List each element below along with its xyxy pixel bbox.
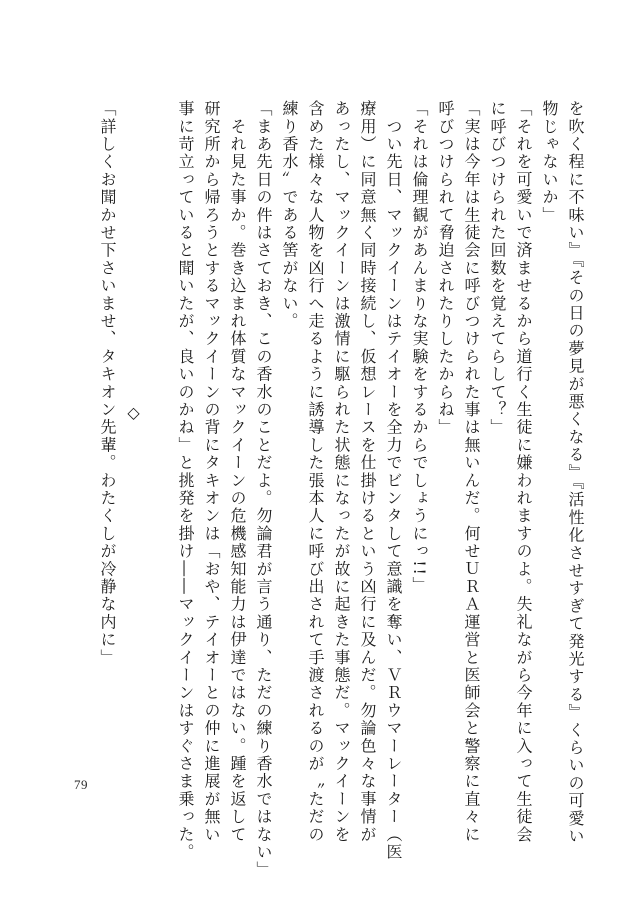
blank-line bbox=[146, 100, 172, 720]
vertical-text-body bbox=[98, 100, 614, 879]
text-line: あったし、マックイーンは激情に駆られた状態になったが故に起きた事態だ。マックイーンを bbox=[332, 100, 351, 844]
text-line: 研究所から帰ろうとするマックイーンの背にタキオンは「おや、テイオーとの仲に進展が無い bbox=[202, 100, 221, 844]
text-line: 練り香水〟である筈がない。 bbox=[280, 100, 299, 331]
text-line: 「それは倫理観があんまりな実験をするからでしょうにっ!!」 bbox=[410, 100, 429, 595]
text-line: それ見た事か。巻き込まれ体質なマックイーンの危機感知能力は伊達ではない。踵を返して bbox=[228, 100, 247, 844]
text-line: つい先日、マックイーンはテイオーを全力でビンタして意識を奪い、ＶＲウマーレーター（医 bbox=[384, 100, 403, 862]
text-line: 「それを可愛いで済ませるから道行く生徒に嫌われますのよ。失礼ながら今年に入って生徒会 bbox=[514, 100, 533, 844]
text-line: 物じゃないか」 bbox=[540, 100, 559, 224]
blank-line bbox=[588, 100, 614, 720]
page-number: 79 bbox=[74, 777, 88, 792]
text-line: 「まあ先日の件はさておき、この香水のことだよ。勿論君が言う通り、ただの練り香水ではない」 bbox=[254, 100, 273, 879]
text-line: 「詳しくお聞かせ下さいませ、タキオン先輩。わたくしが冷静な内に」 bbox=[98, 100, 117, 667]
text-line: 療用）に同意無く同時接続し、仮想レースを仕掛けるという凶行に及んだ。勿論色々な事情が bbox=[358, 100, 377, 844]
text-line: に呼びつけられた回数を覚えてらして？」 bbox=[488, 100, 507, 437]
text-line: 含めた様々な人物を凶行へ走るように誘導した張本人に呼び出されて手渡されるのが〝ただの bbox=[306, 100, 325, 844]
section-separator: ◇ bbox=[124, 402, 143, 424]
text-line: 事に苛立っていると聞いたが、良いのかね」と挑発を掛け――マックイーンはすぐさま乗った。 bbox=[176, 100, 195, 862]
text-line: 「実は今年は生徒会に呼びつけられた事は無いんだ。何せＵＲＡ運営と医師会と警察に直々に bbox=[462, 100, 481, 844]
text-line: 呼びつけられて脅迫されたりしたからね」 bbox=[436, 100, 455, 437]
text-line: を吹く程に不味い』『その日の夢見が悪くなる』『活性化させすぎて発光する』くらいの可愛い bbox=[566, 100, 585, 846]
